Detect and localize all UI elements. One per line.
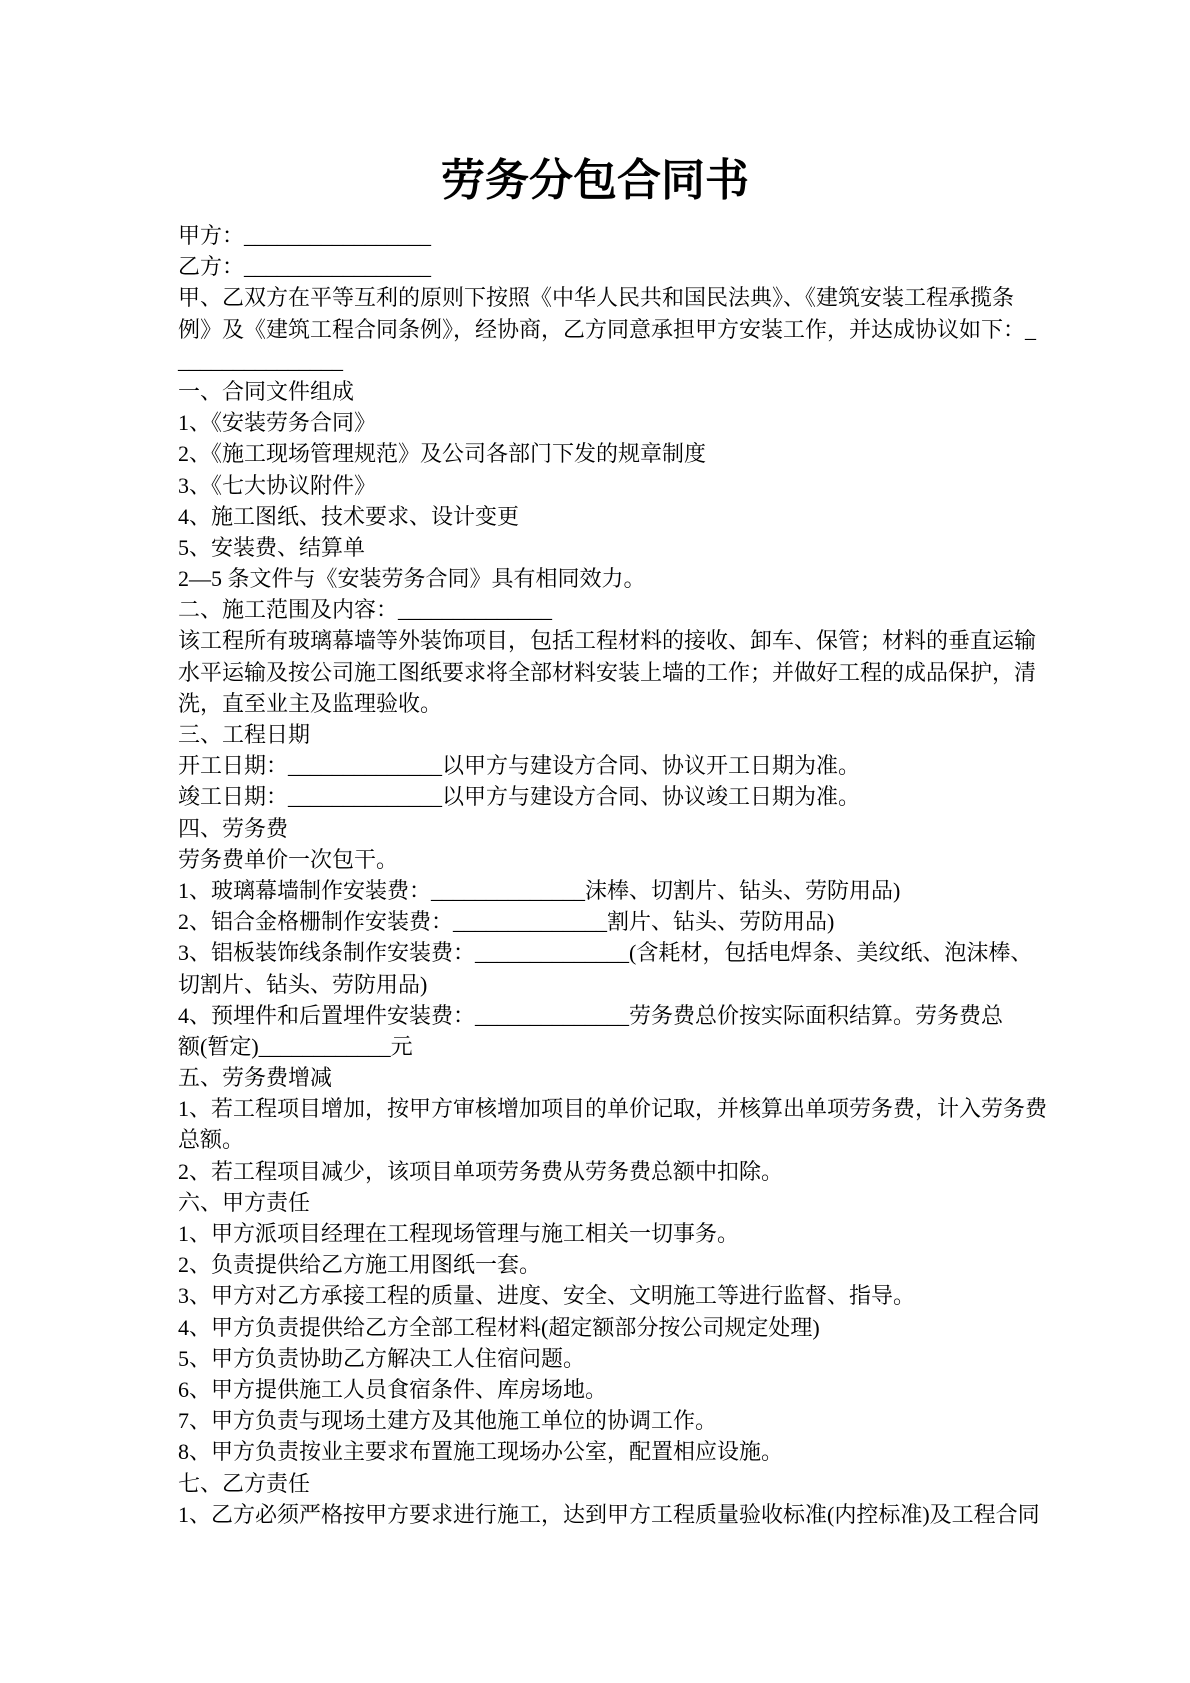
fee-item-line: 4、预埋件和后置埋件安装费：______________劳务费总价按实际面积结算。劳务费总 [178,1002,1004,1028]
document-title: 劳务分包合同书 [441,156,749,205]
party-a-duty-line: 6、甲方提供施工人员食宿条件、库房场地。 [178,1376,608,1402]
section-7-heading: 七、乙方责任 [178,1470,311,1496]
fee-adjustment-line: 2、若工程项目减少，该项目单项劳务费从劳务费总额中扣除。 [178,1158,784,1184]
completion-date-line: 竣工日期：______________以甲方与建设方合同、协议竣工日期为准。 [178,784,861,810]
preamble-line: 甲、乙双方在平等互利的原则下按照《中华人民共和国民法典》、《建筑安装工程承揽条 [178,285,1015,311]
section-6-heading: 六、甲方责任 [178,1189,311,1215]
scope-paragraph-line: 该工程所有玻璃幕墙等外装饰项目，包括工程材料的接收、卸车、保管；材料的垂直运输 [178,628,1037,654]
section-2-heading: 二、施工范围及内容：______________ [178,597,553,623]
document-body [178,220,1048,1530]
fee-item-line: 额(暂定)____________元 [178,1033,413,1059]
party-a-line: 甲方：_________________ [178,223,432,248]
fee-note-line: 劳务费单价一次包干。 [178,846,399,872]
contract-file-item: 3、《七大协议附件》 [178,472,377,498]
party-a-duty-line: 5、甲方负责协助乙方解决工人住宿问题。 [178,1345,586,1371]
contract-file-item: 1、《安装劳务合同》 [178,410,377,436]
contract-file-item: 5、安装费、结算单 [178,534,366,560]
start-date-line: 开工日期：______________以甲方与建设方合同、协议开工日期为准。 [178,753,861,779]
contract-file-item: 2、《施工现场管理规范》及公司各部门下发的规章制度 [178,441,707,467]
scope-paragraph-line: 洗，直至业主及监理验收。 [178,690,443,716]
fee-adjustment-line: 总额。 [178,1127,245,1153]
section-5-heading: 五、劳务费增减 [178,1065,333,1091]
preamble-line: 例》及《建筑工程合同条例》，经协商，乙方同意承担甲方安装工作，并达成协议如下：_ [178,316,1037,342]
party-b-line: 乙方：_________________ [178,254,432,280]
section-1-heading: 一、合同文件组成 [178,378,355,404]
contract-file-item: 4、施工图纸、技术要求、设计变更 [178,503,520,529]
section-3-heading: 三、工程日期 [178,722,311,747]
scope-paragraph-line: 水平运输及按公司施工图纸要求将全部材料安装上墙的工作；并做好工程的成品保护，清 [178,659,1037,685]
section-4-heading: 四、劳务费 [178,815,289,841]
fee-item-line: 3、铝板装饰线条制作安装费：______________(含耗材，包括电焊条、美纹纸、泡沫棒、 [178,940,1033,966]
party-a-duty-line: 1、甲方派项目经理在工程现场管理与施工相关一切事务。 [178,1221,740,1246]
fee-item-line: 1、玻璃幕墙制作安装费：______________沫棒、切割片、钻头、劳防用品) [178,877,901,903]
fee-adjustment-line: 1、若工程项目增加，按甲方审核增加项目的单价记取，并核算出单项劳务费，计入劳务费 [178,1096,1048,1122]
party-a-duty-line: 2、负责提供给乙方施工用图纸一套。 [178,1252,542,1278]
party-a-duty-line: 4、甲方负责提供给乙方全部工程材料(超定额部分按公司规定处理) [178,1314,820,1340]
party-b-duty-line: 1、乙方必须严格按甲方要求进行施工，达到甲方工程质量验收标准(内控标准)及工程合同 [178,1501,1040,1527]
fee-item-line: 切割片、钻头、劳防用品) [178,971,428,997]
party-a-duty-line: 8、甲方负责按业主要求布置施工现场办公室，配置相应设施。 [178,1439,784,1465]
party-a-duty-line: 7、甲方负责与现场土建方及其他施工单位的协调工作。 [178,1408,718,1434]
note-line: 2—5 条文件与《安装劳务合同》具有相同效力。 [178,566,646,592]
blank-underline: _______________ [178,347,343,373]
fee-item-line: 2、铝合金格栅制作安装费：______________割片、钻头、劳防用品) [178,909,835,935]
party-a-duty-line: 3、甲方对乙方承接工程的质量、进度、安全、文明施工等进行监督、指导。 [178,1283,916,1309]
